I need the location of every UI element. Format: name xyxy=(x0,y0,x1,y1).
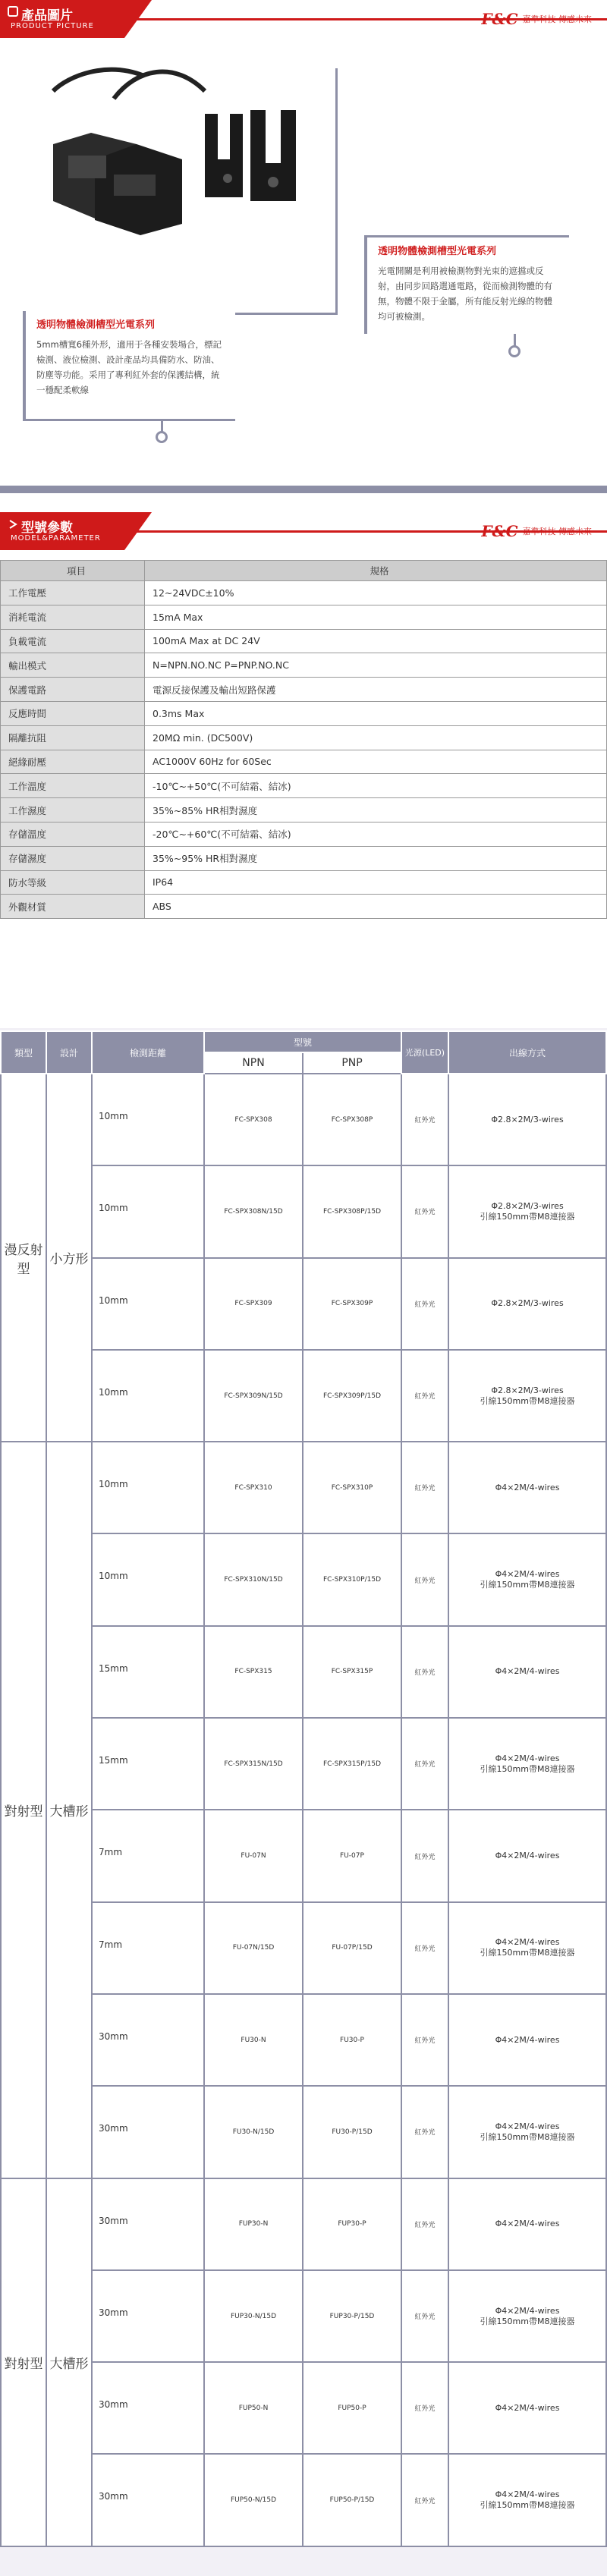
spec-key: 工作電壓 xyxy=(1,581,145,605)
description-card-right xyxy=(364,235,569,334)
picture-icon xyxy=(8,6,18,17)
light-cell: 紅外光 xyxy=(401,1718,448,1810)
connector-text: 引線150mm帶M8連接器 xyxy=(480,2500,575,2511)
model-row xyxy=(1,1165,606,1257)
design-cell: 小方形 xyxy=(46,1074,92,1442)
wiring-text: Φ4×2M/4-wires xyxy=(495,1851,560,1861)
light-cell: 紅外光 xyxy=(401,2454,448,2546)
brand xyxy=(481,2,592,36)
npn-cell: FC-SPX315 xyxy=(204,1626,303,1718)
spec-row xyxy=(1,605,607,629)
design-cell: 大槽形 xyxy=(46,1442,92,2178)
spec-row xyxy=(1,846,607,870)
npn-cell: FUP50-N/15D xyxy=(204,2454,303,2546)
spec-value: 電源反接保護及輸出短路保護 xyxy=(145,678,607,702)
wiring-text: Φ4×2M/4-wires xyxy=(495,1482,560,1492)
pnp-cell: FC-SPX310P/15D xyxy=(303,1533,401,1625)
spec-row xyxy=(1,725,607,750)
spec-row xyxy=(1,629,607,653)
header-design: 設計 xyxy=(46,1031,92,1074)
distance-cell: 10mm xyxy=(92,1350,204,1442)
header-light: 光源(LED) xyxy=(401,1031,448,1074)
npn-cell: FC-SPX309N/15D xyxy=(204,1350,303,1442)
distance-cell: 15mm xyxy=(92,1718,204,1810)
wiring-cell xyxy=(448,1350,606,1442)
spec-header-value: 規格 xyxy=(145,561,607,581)
wiring-cell xyxy=(448,1902,606,1994)
npn-cell: FU-07N/15D xyxy=(204,1902,303,1994)
distance-cell: 30mm xyxy=(92,2086,204,2178)
card-body: 5mm槽寬6種外形，適用于各種安裝場合，標記檢測、液位檢測、設計產品均具備防水、防油、防塵等功能。采用了專利紅外套的保護結構，統一穩配柔軟線 xyxy=(36,339,222,395)
spec-key: 消耗電流 xyxy=(1,605,145,629)
pin-left xyxy=(156,431,168,443)
banner-subtitle: PRODUCT PICTURE xyxy=(11,22,94,30)
wiring-cell xyxy=(448,2086,606,2178)
spec-row xyxy=(1,653,607,678)
spec-row xyxy=(1,822,607,846)
spec-key: 工作溫度 xyxy=(1,774,145,798)
model-row xyxy=(1,1350,606,1442)
card-heading: 透明物體檢測槽型光電系列 xyxy=(378,246,497,257)
wiring-text: Φ4×2M/4-wires xyxy=(495,2402,560,2413)
npn-cell: FU30-N/15D xyxy=(204,2086,303,2178)
npn-cell: FC-SPX310N/15D xyxy=(204,1533,303,1625)
distance-cell: 10mm xyxy=(92,1258,204,1350)
pnp-cell: FC-SPX315P/15D xyxy=(303,1718,401,1810)
wiring-cell xyxy=(448,1442,606,1533)
spec-header-row xyxy=(1,561,607,581)
pin-right xyxy=(508,345,521,357)
spec-row xyxy=(1,895,607,919)
connector-text: 引線150mm帶M8連接器 xyxy=(480,2316,575,2326)
spec-table xyxy=(0,560,607,919)
model-parameter-banner xyxy=(0,512,607,550)
npn-cell: FC-SPX308N/15D xyxy=(204,1165,303,1257)
wiring-text: Φ4×2M/4-wires xyxy=(495,1569,560,1580)
model-table xyxy=(0,1030,607,2547)
spec-key: 負載電流 xyxy=(1,629,145,653)
light-cell: 紅外光 xyxy=(401,2086,448,2178)
light-cell: 紅外光 xyxy=(401,1810,448,1901)
distance-cell: 30mm xyxy=(92,2362,204,2454)
light-cell: 紅外光 xyxy=(401,1533,448,1625)
wiring-text: Φ2.8×2M/3-wires xyxy=(491,1298,564,1309)
wiring-cell xyxy=(448,2178,606,2270)
pnp-cell: FC-SPX315P xyxy=(303,1626,401,1718)
header-wiring: 出線方式 xyxy=(448,1031,606,1074)
brand-tagline: 嘉準科技 傳感未來 xyxy=(522,527,592,536)
banner-subtitle: MODEL&PARAMETER xyxy=(11,534,101,543)
connector-text: 引線150mm帶M8連接器 xyxy=(480,1580,575,1590)
distance-cell: 10mm xyxy=(92,1074,204,1165)
npn-cell: FUP50-N xyxy=(204,2362,303,2454)
model-row xyxy=(1,1718,606,1810)
wiring-cell xyxy=(448,1258,606,1350)
distance-cell: 30mm xyxy=(92,2270,204,2362)
wiring-text: Φ4×2M/4-wires xyxy=(495,2305,560,2316)
pnp-cell: FU30-P/15D xyxy=(303,2086,401,2178)
wiring-cell xyxy=(448,1718,606,1810)
wiring-text: Φ2.8×2M/3-wires xyxy=(491,1385,564,1395)
spec-key: 存儲溫度 xyxy=(1,822,145,846)
wiring-text: Φ4×2M/4-wires xyxy=(495,1666,560,1677)
wiring-cell xyxy=(448,1810,606,1901)
npn-cell: FUP30-N xyxy=(204,2178,303,2270)
spec-value: 15mA Max xyxy=(145,605,607,629)
connector-text: 引線150mm帶M8連接器 xyxy=(480,1763,575,1774)
brand-logo: F&C xyxy=(481,522,518,540)
spec-key: 絕緣耐壓 xyxy=(1,750,145,774)
pnp-cell: FU-07P/15D xyxy=(303,1902,401,1994)
spec-key: 輸出模式 xyxy=(1,653,145,678)
pin-line-left xyxy=(161,421,163,432)
spec-row xyxy=(1,870,607,895)
spec-key: 防水等級 xyxy=(1,870,145,895)
pnp-cell: FC-SPX310P xyxy=(303,1442,401,1533)
model-row xyxy=(1,1810,606,1901)
model-row xyxy=(1,1258,606,1350)
spec-row xyxy=(1,774,607,798)
npn-cell: FC-SPX315N/15D xyxy=(204,1718,303,1810)
model-row xyxy=(1,1074,606,1165)
light-cell: 紅外光 xyxy=(401,1442,448,1533)
distance-cell: 30mm xyxy=(92,1994,204,2086)
wiring-cell xyxy=(448,1533,606,1625)
pnp-cell: FUP50-P xyxy=(303,2362,401,2454)
pin-line-right xyxy=(514,334,516,346)
wiring-cell xyxy=(448,2270,606,2362)
card-heading: 透明物體檢測槽型光電系列 xyxy=(36,319,156,331)
light-cell: 紅外光 xyxy=(401,1902,448,1994)
brand-logo: F&C xyxy=(481,10,518,28)
pnp-cell: FU-07P xyxy=(303,1810,401,1901)
spec-header-item: 項目 xyxy=(1,561,145,581)
spec-key: 外觀材質 xyxy=(1,895,145,919)
header-type: 類型 xyxy=(1,1031,46,1074)
spec-key: 工作濕度 xyxy=(1,798,145,822)
product-photo xyxy=(23,53,341,281)
model-row xyxy=(1,1533,606,1625)
wiring-text: Φ4×2M/4-wires xyxy=(495,1753,560,1763)
spec-value: AC1000V 60Hz for 60Sec xyxy=(145,750,607,774)
model-row xyxy=(1,2454,606,2546)
pnp-cell: FUP50-P/15D xyxy=(303,2454,401,2546)
spec-row xyxy=(1,798,607,822)
pnp-cell: FU30-P xyxy=(303,1994,401,2086)
model-row xyxy=(1,2178,606,2270)
connector-text: 引線150mm帶M8連接器 xyxy=(480,1395,575,1406)
wiring-text: Φ2.8×2M/3-wires xyxy=(491,1200,564,1211)
light-cell: 紅外光 xyxy=(401,2178,448,2270)
wiring-text: Φ4×2M/4-wires xyxy=(495,2034,560,2045)
wiring-cell xyxy=(448,2454,606,2546)
brand-tagline: 嘉準科技 傳感未來 xyxy=(522,14,592,24)
light-cell: 紅外光 xyxy=(401,1994,448,2086)
spec-value: 20MΩ min. (DC500V) xyxy=(145,725,607,750)
spec-row xyxy=(1,701,607,725)
spec-value: 0.3ms Max xyxy=(145,701,607,725)
light-cell: 紅外光 xyxy=(401,2270,448,2362)
npn-cell: FUP30-N/15D xyxy=(204,2270,303,2362)
type-cell: 漫反射型 xyxy=(1,1074,46,1442)
wiring-text: Φ4×2M/4-wires xyxy=(495,2219,560,2229)
arrow-icon xyxy=(8,518,18,529)
banner-title: 產品圖片 xyxy=(21,8,73,24)
model-row xyxy=(1,1626,606,1718)
spec-value: ABS xyxy=(145,895,607,919)
model-row xyxy=(1,2362,606,2454)
connector-text: 引線150mm帶M8連接器 xyxy=(480,1948,575,1958)
pnp-cell: FUP30-P/15D xyxy=(303,2270,401,2362)
spec-row xyxy=(1,678,607,702)
wiring-text: Φ2.8×2M/3-wires xyxy=(491,1114,564,1124)
spec-value: 35%~85% HR相對濕度 xyxy=(145,798,607,822)
spec-value: 12~24VDC±10% xyxy=(145,581,607,605)
spec-value: -10℃~+50℃(不可結霜、結冰) xyxy=(145,774,607,798)
wiring-cell xyxy=(448,2362,606,2454)
distance-cell: 10mm xyxy=(92,1442,204,1533)
connector-text: 引線150mm帶M8連接器 xyxy=(480,1211,575,1222)
light-cell: 紅外光 xyxy=(401,2362,448,2454)
connector-text: 引線150mm帶M8連接器 xyxy=(480,2131,575,2142)
spec-row xyxy=(1,581,607,605)
wiring-cell xyxy=(448,1165,606,1257)
spec-row xyxy=(1,750,607,774)
light-cell: 紅外光 xyxy=(401,1074,448,1165)
spec-value: IP64 xyxy=(145,870,607,895)
header-npn: NPN xyxy=(204,1052,303,1074)
description-card-left xyxy=(23,311,235,421)
spec-value: N=NPN.NO.NC P=PNP.NO.NC xyxy=(145,653,607,678)
type-cell: 對射型 xyxy=(1,1442,46,2178)
npn-cell: FC-SPX309 xyxy=(204,1258,303,1350)
wiring-text: Φ4×2M/4-wires xyxy=(495,2490,560,2500)
distance-cell: 10mm xyxy=(92,1165,204,1257)
distance-cell: 15mm xyxy=(92,1626,204,1718)
light-cell: 紅外光 xyxy=(401,1626,448,1718)
product-picture-banner xyxy=(0,0,607,38)
wiring-text: Φ4×2M/4-wires xyxy=(495,2121,560,2131)
wiring-text: Φ4×2M/4-wires xyxy=(495,1937,560,1948)
brand xyxy=(481,514,592,549)
pnp-cell: FC-SPX308P/15D xyxy=(303,1165,401,1257)
npn-cell: FU30-N xyxy=(204,1994,303,2086)
section-divider xyxy=(0,486,607,493)
wiring-cell xyxy=(448,1626,606,1718)
spec-value: -20℃~+60℃(不可結霜、結冰) xyxy=(145,822,607,846)
wiring-cell xyxy=(448,1994,606,2086)
model-row xyxy=(1,2086,606,2178)
distance-cell: 7mm xyxy=(92,1810,204,1901)
npn-cell: FC-SPX310 xyxy=(204,1442,303,1533)
pnp-cell: FC-SPX308P xyxy=(303,1074,401,1165)
light-cell: 紅外光 xyxy=(401,1258,448,1350)
model-row xyxy=(1,1902,606,1994)
card-body: 光電開關是利用被檢測物對光束的遮擋或反射，由同步回路選通電路，從而檢測物體的有無，物體不限于金屬，所有能反射光線的物體均可被檢測。 xyxy=(378,266,552,322)
model-row xyxy=(1,2270,606,2362)
spec-key: 反應時間 xyxy=(1,701,145,725)
distance-cell: 10mm xyxy=(92,1533,204,1625)
design-cell: 大槽形 xyxy=(46,2178,92,2546)
spec-value: 35%~95% HR相對濕度 xyxy=(145,846,607,870)
spec-key: 隔離抗阻 xyxy=(1,725,145,750)
distance-cell: 30mm xyxy=(92,2178,204,2270)
model-row xyxy=(1,1994,606,2086)
spec-key: 存儲濕度 xyxy=(1,846,145,870)
banner-title: 型號參數 xyxy=(21,521,73,536)
pnp-cell: FUP30-P xyxy=(303,2178,401,2270)
npn-cell: FC-SPX308 xyxy=(204,1074,303,1165)
wiring-cell xyxy=(448,1074,606,1165)
header-model: 型號 xyxy=(204,1031,401,1052)
pnp-cell: FC-SPX309P/15D xyxy=(303,1350,401,1442)
spec-key: 保護電路 xyxy=(1,678,145,702)
light-cell: 紅外光 xyxy=(401,1350,448,1442)
model-row xyxy=(1,1442,606,1533)
type-cell: 對射型 xyxy=(1,2178,46,2546)
distance-cell: 7mm xyxy=(92,1902,204,1994)
spec-value: 100mA Max at DC 24V xyxy=(145,629,607,653)
header-distance: 檢測距離 xyxy=(92,1031,204,1074)
pnp-cell: FC-SPX309P xyxy=(303,1258,401,1350)
distance-cell: 30mm xyxy=(92,2454,204,2546)
light-cell: 紅外光 xyxy=(401,1165,448,1257)
npn-cell: FU-07N xyxy=(204,1810,303,1901)
header-pnp: PNP xyxy=(303,1052,401,1074)
